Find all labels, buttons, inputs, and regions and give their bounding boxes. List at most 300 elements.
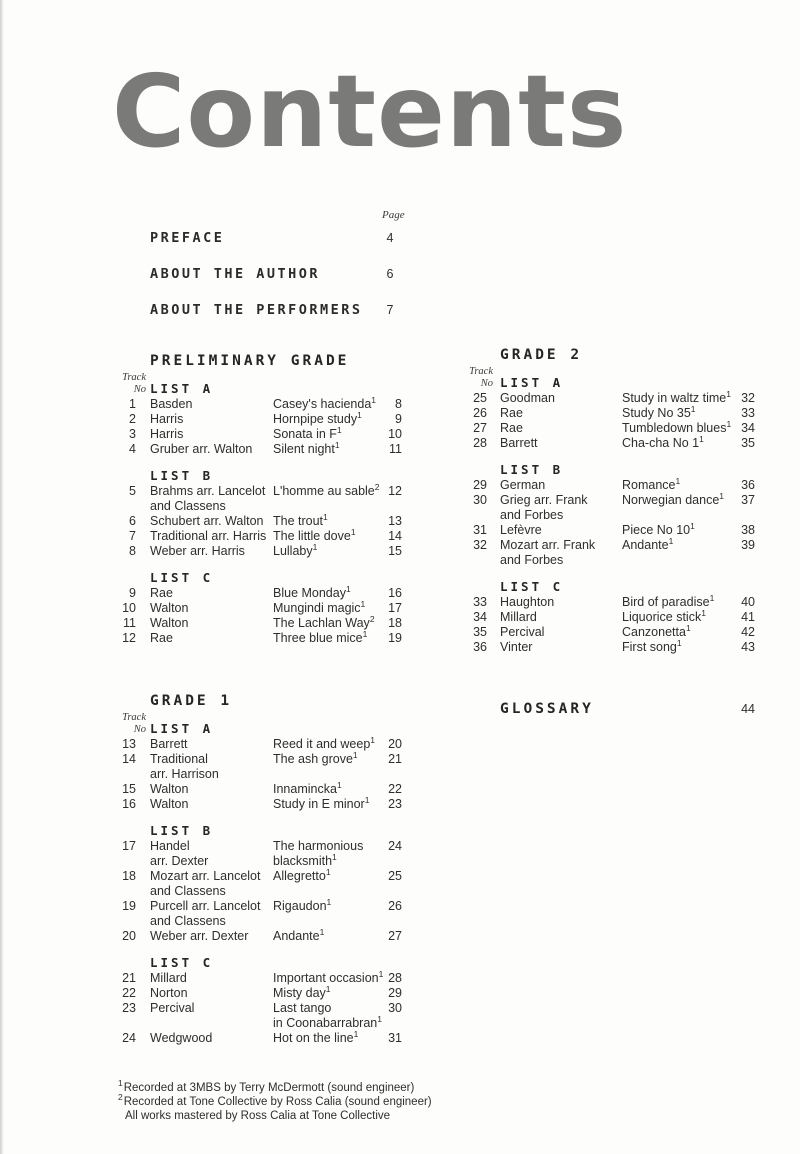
track-row bbox=[118, 598, 402, 616]
piece-title-line: Piece No $10^1$ bbox=[622, 520, 695, 537]
piece-title-line: Sonata in $F^1$ bbox=[273, 424, 342, 441]
title-cell bbox=[273, 481, 382, 514]
track-number: 7 bbox=[129, 529, 136, 543]
track-row bbox=[455, 433, 755, 451]
list-label: LIST C bbox=[500, 579, 564, 594]
piece-title-line: Study in E minor$^1$ bbox=[273, 794, 370, 811]
track-row bbox=[118, 541, 402, 559]
page-number: 30 bbox=[388, 1001, 402, 1015]
composer-cell bbox=[150, 782, 273, 797]
composer-cell bbox=[150, 1001, 273, 1031]
page-number: 35 bbox=[741, 436, 755, 450]
superscript-footnote-marker: 1 bbox=[118, 1078, 123, 1089]
track-row bbox=[455, 592, 755, 610]
superscript-footnote-ref: 1 bbox=[362, 628, 368, 639]
track-number: 10 bbox=[122, 601, 136, 615]
superscript-footnote-ref: 1 bbox=[332, 851, 337, 862]
track-list bbox=[118, 955, 402, 1046]
track-label-line: Track bbox=[469, 366, 493, 377]
title-cell bbox=[273, 839, 382, 869]
title-cell bbox=[273, 541, 382, 559]
superscript-footnote-ref: 1 bbox=[325, 983, 331, 994]
superscript-footnote-ref: 1 bbox=[325, 866, 331, 877]
piece-title-line: Andante$^1$ bbox=[273, 926, 325, 943]
page-number: 11 bbox=[389, 442, 402, 456]
track-number: 2 bbox=[129, 412, 136, 426]
track-number: 22 bbox=[122, 986, 136, 1000]
track-label-line: No bbox=[480, 378, 493, 389]
piece-title-line: Cha-cha No $1^1$ bbox=[622, 433, 704, 450]
track-row bbox=[118, 481, 402, 514]
composer-cell bbox=[150, 929, 273, 944]
title-cell bbox=[622, 418, 735, 436]
composer-line: Millard bbox=[500, 610, 537, 624]
composer-line: Walton bbox=[150, 797, 189, 811]
track-row bbox=[118, 439, 402, 457]
piece-title-line: Blue Monday$^1$ bbox=[273, 583, 351, 600]
title-cell bbox=[622, 607, 735, 625]
composer-line: Vinter bbox=[500, 640, 533, 654]
composer-cell bbox=[150, 1031, 273, 1046]
composer-line: Rae bbox=[150, 631, 173, 645]
composer-cell bbox=[500, 436, 622, 451]
track-row bbox=[118, 896, 402, 929]
track-label-line: Track bbox=[122, 372, 146, 383]
piece-title-line: Canzonetta$^1$ bbox=[622, 622, 691, 639]
page-number: 14 bbox=[388, 529, 402, 543]
track-list bbox=[118, 468, 402, 559]
track-list bbox=[118, 570, 402, 646]
piece-title-line: Romance$^1$ bbox=[622, 475, 681, 492]
title-cell bbox=[273, 439, 382, 457]
track-no-label bbox=[110, 372, 146, 396]
composer-cell bbox=[500, 406, 622, 421]
page-number: 21 bbox=[388, 752, 402, 766]
track-row bbox=[118, 983, 402, 1001]
piece-title-line: Last tango bbox=[273, 1001, 332, 1015]
composer-cell bbox=[150, 737, 273, 752]
composer-cell bbox=[150, 601, 273, 616]
track-number: 32 bbox=[473, 538, 487, 552]
composer-line: Harris bbox=[150, 412, 184, 426]
piece-title-line: blacksmith$^1$ bbox=[273, 851, 337, 868]
composer-cell bbox=[150, 397, 273, 412]
track-number: 20 bbox=[122, 929, 136, 943]
track-list bbox=[455, 375, 755, 451]
track-row bbox=[118, 779, 402, 797]
superscript-footnote-ref: 1 bbox=[690, 403, 696, 414]
superscript-footnote-ref: 1 bbox=[690, 520, 695, 531]
page-number: 24 bbox=[388, 839, 402, 853]
page-number: 37 bbox=[741, 493, 755, 507]
track-label-line: No bbox=[133, 384, 146, 395]
track-list bbox=[118, 721, 402, 812]
title-cell bbox=[622, 433, 735, 451]
title-cell bbox=[273, 926, 382, 944]
superscript-footnote-ref: 1 bbox=[357, 409, 362, 420]
page-number: 42 bbox=[741, 625, 755, 639]
composer-line: Goodman bbox=[500, 391, 555, 405]
superscript-footnote-ref: 2 bbox=[369, 613, 375, 624]
superscript-footnote-ref: 1 bbox=[370, 734, 376, 745]
track-list bbox=[455, 579, 755, 655]
title-cell bbox=[273, 1028, 382, 1046]
composer-line: and Forbes bbox=[500, 508, 564, 522]
composer-cell bbox=[150, 839, 273, 869]
superscript-footnote-ref: 1 bbox=[312, 541, 318, 552]
track-row bbox=[455, 622, 755, 640]
track-number: 16 bbox=[122, 797, 136, 811]
track-label-line: No bbox=[133, 724, 146, 735]
track-number: 35 bbox=[473, 625, 487, 639]
grade-heading: PRELIMINARY GRADE bbox=[150, 353, 350, 369]
track-no-label bbox=[110, 712, 146, 736]
composer-line: Millard bbox=[150, 971, 187, 985]
composer-line: Rae bbox=[500, 421, 523, 435]
superscript-footnote-ref: 1 bbox=[323, 511, 328, 522]
page-column-label: Page bbox=[382, 209, 405, 221]
page-number: 29 bbox=[388, 986, 402, 1000]
grade-heading: GRADE 2 bbox=[500, 347, 583, 363]
piece-title-line: Important occasion$^1$ bbox=[273, 968, 384, 985]
track-row bbox=[118, 1001, 402, 1031]
composer-line: Basden bbox=[150, 397, 193, 411]
composer-line: Schubert arr. Walton bbox=[150, 514, 264, 528]
composer-line: Handel bbox=[150, 839, 190, 853]
list-label: LIST B bbox=[500, 462, 564, 477]
piece-title-line: The trout$^1$ bbox=[273, 511, 328, 528]
composer-line: Walton bbox=[150, 782, 189, 796]
piece-title-line: L'homme au sable$^2$ bbox=[273, 481, 380, 498]
piece-title-line: Reed it and weep$^1$ bbox=[273, 734, 376, 751]
composer-cell bbox=[150, 986, 273, 1001]
track-row bbox=[455, 403, 755, 421]
track-row bbox=[455, 637, 755, 655]
title-cell bbox=[273, 794, 382, 812]
track-row bbox=[455, 520, 755, 538]
list-label: LIST B bbox=[150, 823, 214, 838]
composer-line: Purcell arr. Lancelot bbox=[150, 899, 261, 913]
page-number: 38 bbox=[741, 523, 755, 537]
composer-line: Barrett bbox=[500, 436, 538, 450]
page-number: 19 bbox=[388, 631, 402, 645]
composer-cell bbox=[500, 538, 622, 568]
track-number: 33 bbox=[473, 595, 487, 609]
composer-line: and Classens bbox=[150, 914, 226, 928]
page-number: 36 bbox=[741, 478, 755, 492]
title-cell bbox=[273, 896, 382, 929]
track-number: 28 bbox=[473, 436, 487, 450]
track-number: 4 bbox=[129, 442, 136, 456]
page-number: 20 bbox=[388, 737, 402, 751]
page-number: 15 bbox=[388, 544, 402, 558]
composer-line: Traditional bbox=[150, 752, 208, 766]
track-number: 5 bbox=[129, 484, 136, 498]
piece-title-line: Casey's hacienda$^1$ bbox=[273, 394, 377, 411]
composer-cell bbox=[150, 899, 273, 929]
track-row bbox=[118, 583, 402, 601]
title-cell bbox=[622, 535, 735, 568]
piece-title-line: The Lachlan Way$^2$ bbox=[273, 613, 375, 630]
composer-cell bbox=[500, 391, 622, 406]
composer-cell bbox=[150, 971, 273, 986]
piece-title-line: Andante$^1$ bbox=[622, 535, 674, 552]
composer-line: and Forbes bbox=[500, 553, 564, 567]
page-number: 16 bbox=[388, 586, 402, 600]
page-number: 12 bbox=[388, 484, 402, 498]
track-label-line: Track bbox=[122, 712, 146, 723]
superscript-footnote-ref: 1 bbox=[319, 926, 325, 937]
piece-title-line: Three blue mice$^1$ bbox=[273, 628, 368, 645]
composer-line: Haughton bbox=[500, 595, 555, 609]
track-row bbox=[118, 749, 402, 782]
superscript-footnote-ref: 1 bbox=[377, 1013, 382, 1024]
title-cell bbox=[273, 734, 382, 752]
footnote-line: $^1$Recorded at 3MBS by Terry McDermott (sound engineer) bbox=[118, 1078, 415, 1094]
grade-heading: GRADE 1 bbox=[150, 693, 233, 709]
page-number: 17 bbox=[388, 601, 402, 615]
superscript-footnote-ref: 1 bbox=[709, 592, 715, 603]
glossary-page-number: 44 bbox=[741, 702, 755, 716]
list-label: LIST C bbox=[150, 955, 214, 970]
front-matter-row bbox=[150, 266, 398, 282]
page-number: 22 bbox=[388, 782, 402, 796]
composer-cell bbox=[150, 869, 273, 899]
composer-line: Brahms arr. Lancelot bbox=[150, 484, 266, 498]
footnote-line: $^2$Recorded at Tone Collective by Ross Calia (sound engineer) bbox=[118, 1092, 432, 1108]
piece-title-line: Tumbledown blues$^1$ bbox=[622, 418, 732, 435]
track-row bbox=[118, 1028, 402, 1046]
page-number: 27 bbox=[388, 929, 402, 943]
piece-title-line: Hot on the line$^1$ bbox=[273, 1028, 359, 1045]
composer-line: and Classens bbox=[150, 499, 226, 513]
track-number: 18 bbox=[122, 869, 136, 883]
piece-title-line: The ash grove$^1$ bbox=[273, 749, 358, 766]
track-number: 23 bbox=[122, 1001, 136, 1015]
title-cell bbox=[273, 866, 382, 899]
piece-title-line: The little dove$^1$ bbox=[273, 526, 356, 543]
front-matter-page-number: 6 bbox=[386, 267, 394, 281]
track-number: 36 bbox=[473, 640, 487, 654]
superscript-footnote-ref: 1 bbox=[675, 475, 681, 486]
piece-title-line: Lullaby$^1$ bbox=[273, 541, 318, 558]
composer-line: Weber arr. Dexter bbox=[150, 929, 249, 943]
page-number: 40 bbox=[741, 595, 755, 609]
track-number: 15 bbox=[122, 782, 136, 796]
composer-line: Grieg arr. Frank bbox=[500, 493, 588, 507]
track-row bbox=[118, 424, 402, 442]
track-row bbox=[118, 968, 402, 986]
track-row bbox=[455, 475, 755, 493]
composer-line: Weber arr. Harris bbox=[150, 544, 245, 558]
page-number: 43 bbox=[741, 640, 755, 654]
composer-line: Barrett bbox=[150, 737, 188, 751]
page-number: 23 bbox=[388, 797, 402, 811]
page-number: 18 bbox=[388, 616, 402, 630]
track-row bbox=[118, 866, 402, 899]
track-row bbox=[455, 607, 755, 625]
left-column bbox=[118, 352, 402, 1092]
superscript-footnote-ref: 1 bbox=[334, 439, 340, 450]
track-number: 8 bbox=[129, 544, 136, 558]
page-number: 39 bbox=[741, 538, 755, 552]
piece-title-line: in Coonabarrabran$^1$ bbox=[273, 1013, 382, 1030]
superscript-footnote-ref: 1 bbox=[352, 749, 358, 760]
page-number: 8 bbox=[395, 397, 402, 411]
track-number: 6 bbox=[129, 514, 136, 528]
superscript-footnote-ref: 1 bbox=[685, 622, 691, 633]
front-matter-label: PREFACE bbox=[150, 230, 225, 246]
track-row bbox=[118, 613, 402, 631]
title-cell bbox=[273, 598, 382, 616]
title-cell bbox=[273, 983, 382, 1001]
composer-cell bbox=[500, 493, 622, 523]
superscript-footnote-ref: 1 bbox=[701, 607, 706, 618]
track-number: 14 bbox=[122, 752, 136, 766]
page-number: 9 bbox=[395, 412, 402, 426]
page-number: 31 bbox=[388, 1031, 402, 1045]
piece-title-line: First song$^1$ bbox=[622, 637, 682, 654]
track-no-label bbox=[455, 366, 493, 390]
track-number: 21 bbox=[122, 971, 136, 985]
piece-title-line: Rigaudon$^1$ bbox=[273, 896, 332, 913]
right-column bbox=[455, 346, 755, 717]
composer-cell bbox=[500, 523, 622, 538]
track-number: 30 bbox=[473, 493, 487, 507]
composer-line: Mozart arr. Lancelot bbox=[150, 869, 261, 883]
piece-title-line: Allegretto$^1$ bbox=[273, 866, 331, 883]
superscript-footnote-marker: 2 bbox=[118, 1092, 123, 1103]
track-row bbox=[118, 926, 402, 944]
composer-line: Rae bbox=[150, 586, 173, 600]
piece-title-line: Silent night$^1$ bbox=[273, 439, 340, 456]
page-number: 25 bbox=[388, 869, 402, 883]
piece-title-line: Study in waltz time$^1$ bbox=[622, 388, 731, 405]
title-cell bbox=[622, 403, 735, 421]
track-number: 34 bbox=[473, 610, 487, 624]
composer-cell bbox=[500, 610, 622, 625]
list-label: LIST B bbox=[150, 468, 214, 483]
composer-cell bbox=[500, 640, 622, 655]
superscript-footnote-ref: 1 bbox=[336, 424, 342, 435]
track-number: 12 bbox=[122, 631, 136, 645]
superscript-footnote-ref: 1 bbox=[336, 779, 342, 790]
composer-cell bbox=[150, 797, 273, 812]
composer-cell bbox=[150, 484, 273, 514]
track-number: 25 bbox=[473, 391, 487, 405]
composer-line: arr. Harrison bbox=[150, 767, 219, 781]
track-row bbox=[455, 418, 755, 436]
list-label: LIST A bbox=[150, 721, 214, 736]
front-matter-label: ABOUT THE AUTHOR bbox=[150, 266, 321, 282]
footnote-line: All works mastered by Ross Calia at Tone Collective bbox=[125, 1110, 391, 1122]
composer-cell bbox=[150, 514, 273, 529]
piece-title-line: Norwegian dance$^1$ bbox=[622, 490, 725, 507]
superscript-footnote-ref: 1 bbox=[726, 418, 732, 429]
title-cell bbox=[273, 526, 382, 544]
title-cell bbox=[622, 388, 735, 406]
composer-cell bbox=[500, 421, 622, 436]
piece-title-line: Study No $35^1$ bbox=[622, 403, 696, 420]
title-cell bbox=[273, 511, 382, 529]
superscript-footnote-ref: 1 bbox=[378, 968, 384, 979]
composer-cell bbox=[150, 752, 273, 782]
composer-line: Traditional arr. Harris bbox=[150, 529, 267, 543]
front-matter-row bbox=[150, 302, 398, 318]
track-number: 17 bbox=[122, 839, 136, 853]
list-label: LIST A bbox=[150, 381, 214, 396]
piece-title-line: Liquorice stick$^1$ bbox=[622, 607, 706, 624]
track-number: 1 bbox=[129, 397, 136, 411]
title-cell bbox=[622, 520, 735, 538]
composer-cell bbox=[150, 631, 273, 646]
track-number: 27 bbox=[473, 421, 487, 435]
title-cell bbox=[622, 637, 735, 655]
footnotes bbox=[118, 1078, 432, 1123]
track-number: 29 bbox=[473, 478, 487, 492]
composer-line: Gruber arr. Walton bbox=[150, 442, 253, 456]
composer-line: Norton bbox=[150, 986, 188, 1000]
track-row bbox=[118, 409, 402, 427]
page-number: 26 bbox=[388, 899, 402, 913]
piece-title-line: Innamincka$^1$ bbox=[273, 779, 342, 796]
composer-line: Lefèvre bbox=[500, 523, 542, 537]
track-number: 19 bbox=[122, 899, 136, 913]
page-number: 13 bbox=[388, 514, 402, 528]
composer-cell bbox=[500, 625, 622, 640]
track-row bbox=[118, 511, 402, 529]
superscript-footnote-ref: 1 bbox=[668, 535, 674, 546]
track-row bbox=[118, 839, 402, 869]
composer-line: Walton bbox=[150, 601, 189, 615]
title-cell bbox=[273, 409, 382, 427]
composer-line: and Classens bbox=[150, 884, 226, 898]
superscript-footnote-ref: 1 bbox=[350, 526, 356, 537]
track-row bbox=[455, 535, 755, 568]
front-matter-page-number: 4 bbox=[386, 231, 394, 245]
composer-cell bbox=[150, 529, 273, 544]
composer-line: Mozart arr. Frank bbox=[500, 538, 596, 552]
superscript-footnote-ref: 1 bbox=[371, 394, 377, 405]
composer-line: German bbox=[500, 478, 546, 492]
title-cell bbox=[273, 394, 382, 412]
grade-section-grade-2 bbox=[455, 346, 755, 655]
track-list bbox=[118, 823, 402, 944]
title-cell bbox=[273, 1001, 382, 1031]
composer-cell bbox=[150, 442, 273, 457]
superscript-footnote-ref: 2 bbox=[374, 481, 380, 492]
track-list bbox=[118, 381, 402, 457]
piece-title-line: The harmonious bbox=[273, 839, 364, 853]
title-cell bbox=[273, 583, 382, 601]
track-number: 3 bbox=[129, 427, 136, 441]
list-label: LIST A bbox=[500, 375, 564, 390]
composer-line: Percival bbox=[500, 625, 545, 639]
track-number: 9 bbox=[129, 586, 136, 600]
composer-line: Percival bbox=[150, 1001, 195, 1015]
page-title: Contents bbox=[112, 53, 628, 170]
glossary-row bbox=[500, 701, 755, 717]
composer-line: Walton bbox=[150, 616, 189, 630]
superscript-footnote-ref: 1 bbox=[719, 490, 725, 501]
page-number: 41 bbox=[741, 610, 755, 624]
grade-section-grade-1 bbox=[118, 692, 402, 1046]
composer-cell bbox=[150, 616, 273, 631]
superscript-footnote-ref: 1 bbox=[726, 388, 731, 399]
front-matter-page-number: 7 bbox=[386, 303, 394, 317]
page-number: 34 bbox=[741, 421, 755, 435]
glossary-label: GLOSSARY bbox=[500, 701, 594, 717]
